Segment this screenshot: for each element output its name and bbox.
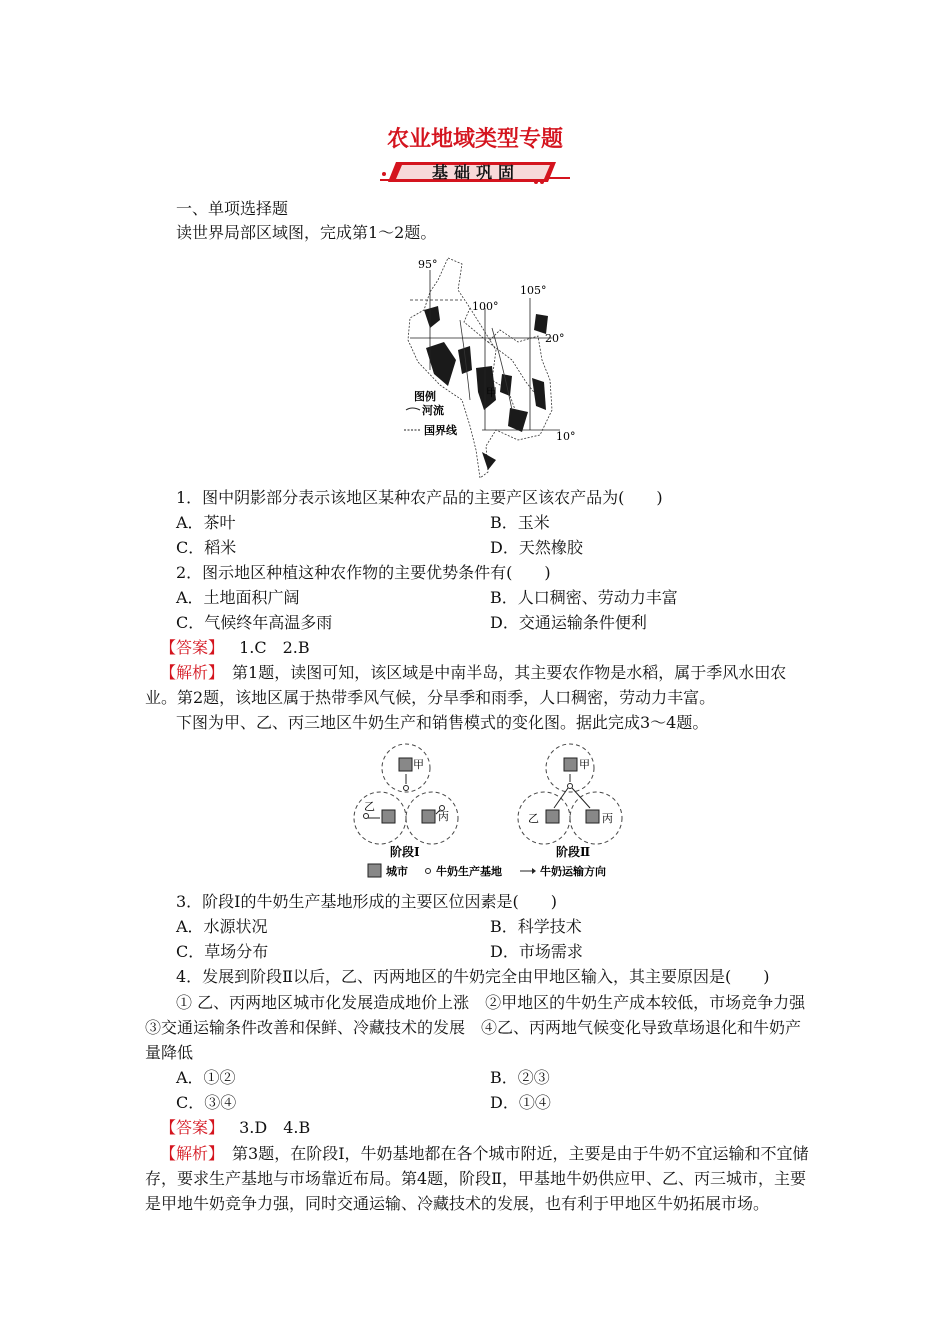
label-100: 100° (472, 300, 499, 313)
q4-option-a: A．①② (176, 1068, 236, 1087)
answer-text: 1.C 2.B (239, 638, 310, 657)
legend-city: 城市 (386, 865, 408, 878)
stage2-base (568, 784, 573, 789)
q3-option-a: A．水源状况 (176, 917, 268, 936)
stage2-label: 阶段Ⅱ (556, 845, 591, 859)
map-legend-border: 国界线 (424, 424, 457, 437)
label-10: 10° (556, 430, 576, 443)
q3-option-b: B．科学技术 (490, 917, 582, 936)
label-95: 95° (418, 258, 438, 271)
stage2-cities (546, 758, 599, 823)
s2-label-jia: 甲 (579, 758, 590, 771)
q4-statements: ① 乙、丙两地区城市化发展造成地价上涨 ②甲地区的牛奶生产成本较低，市场竞争力强 ③交通运输条件改善和保鲜、冷藏技术的发展 ④乙、丙两地气候变化导致草场退化和牛奶产量降低 (145, 993, 822, 1062)
answer-tag-2: 【答案】 (160, 1118, 225, 1137)
q2-option-b: B．人口稠密、劳动力丰富 (490, 588, 678, 607)
explanation-text: 第1题，读图可知，该区域是中南半岛，其主要农作物是水稻，属于季风水田农业。第2题，该地区属于热带季风气候，分旱季和雨季，人口稠密，劳动力丰富。 (145, 663, 787, 707)
stage1-label: 阶段Ⅰ (390, 845, 420, 859)
q3-option-c: C．草场分布 (176, 942, 269, 961)
q1-stem: 1．图中阴影部分表示该地区某种农产品的主要产区该农产品为( ) (176, 488, 663, 507)
stage1-cities (382, 758, 435, 823)
banner-text: 基础巩固 (431, 163, 520, 182)
explanation-3-4 (145, 1141, 810, 1216)
intro-q1-2: 读世界局部区域图，完成第1～2题。 (176, 223, 437, 242)
explanation-tag: 【解析】 (160, 663, 225, 682)
q4-option-d: D．①④ (490, 1093, 551, 1112)
q2-option-c: C．气候终年高温多雨 (176, 613, 333, 632)
q2-option-a: A．土地面积广阔 (176, 588, 300, 607)
legend-base-icon (426, 869, 431, 874)
label-20: 20° (545, 332, 565, 345)
section-heading: 一、单项选择题 (176, 199, 289, 218)
s2-label-yi: 乙 (528, 812, 539, 825)
s1-label-yi: 乙 (364, 800, 375, 813)
explanation-1-2 (145, 660, 810, 710)
q2-option-d: D．交通运输条件便利 (490, 613, 647, 632)
s1-label-bing: 丙 (438, 810, 449, 823)
explanation-tag-2: 【解析】 (160, 1144, 225, 1163)
legend-direction: 牛奶运输方向 (540, 865, 606, 878)
section-banner (380, 158, 570, 186)
map-legend-title: 图例 (414, 390, 436, 403)
answer-text-2: 3.D 4.B (239, 1118, 311, 1137)
q3-stem: 3．阶段Ⅰ的牛奶生产基地形成的主要区位因素是( ) (176, 892, 557, 911)
milk-diagram-figure (350, 744, 630, 884)
legend-arrow-head-icon (532, 868, 536, 874)
q1-option-a: A．茶叶 (176, 513, 236, 532)
q4-stem: 4．发展到阶段Ⅱ以后，乙、丙两地区的牛奶完全由甲地区输入，其主要原因是( ) (176, 967, 770, 986)
q4-option-c: C．③④ (176, 1093, 237, 1112)
q1-option-c: C．稻米 (176, 538, 237, 557)
q4-option-b: B．②③ (490, 1068, 550, 1087)
s1-label-jia: 甲 (413, 758, 424, 771)
page-title: 农业地域类型专题 (386, 126, 563, 152)
explanation-text-2: 第3题，在阶段Ⅰ，牛奶基地都在各个城市附近，主要是由于牛奶不宜运输和不宜储存，要求生产基地与市场靠近布局。第4题，阶段Ⅱ，甲基地牛奶供应甲、乙、丙三城市，主要是甲地牛奶竞争力强，同时交通运输、冷藏技术的发展，也有利于甲地区牛奶拓展市场。 (145, 1144, 809, 1213)
label-jia-map: 甲 (486, 386, 497, 399)
answer-3-4 (160, 1117, 310, 1139)
river-legend-icon (406, 408, 420, 410)
legend-base: 牛奶生产基地 (436, 865, 502, 878)
q1-option-b: B．玉米 (490, 513, 550, 532)
q3-option-d: D．市场需求 (490, 942, 583, 961)
label-105: 105° (520, 284, 547, 297)
answer-tag: 【答案】 (160, 638, 225, 657)
answer-1-2 (160, 637, 310, 659)
s2-label-bing: 丙 (602, 812, 613, 825)
intro-q3-4: 下图为甲、乙、丙三地区牛奶生产和销售模式的变化图。据此完成3～4题。 (176, 713, 709, 732)
q2-stem: 2．图示地区种植这种农作物的主要优势条件有( ) (176, 563, 551, 582)
q1-option-d: D．天然橡胶 (490, 538, 583, 557)
stage2-arrows (554, 774, 590, 808)
map-legend-river: 河流 (422, 404, 444, 417)
legend-city-icon (368, 864, 381, 877)
region-map-figure (400, 250, 576, 480)
